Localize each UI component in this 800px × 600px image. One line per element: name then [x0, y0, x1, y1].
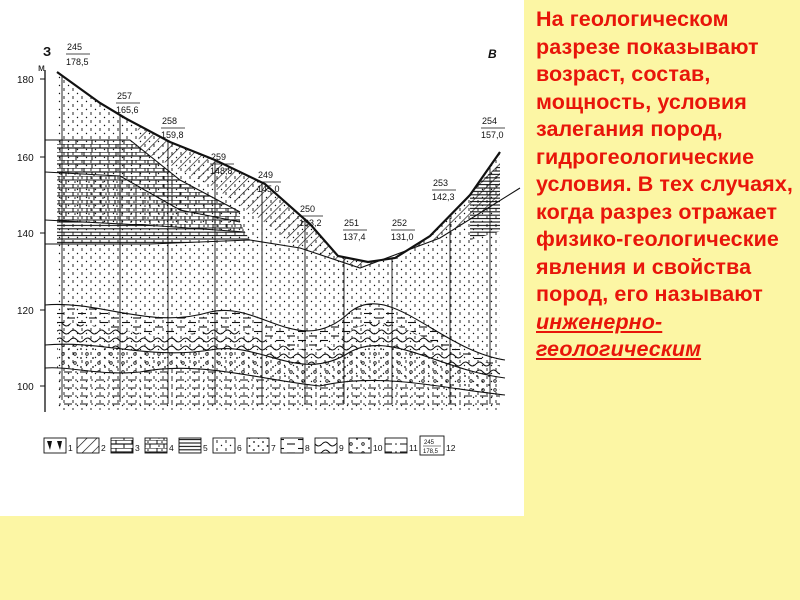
well-label: [66, 42, 90, 67]
description-text: [536, 6, 798, 364]
tick-label: 120: [17, 306, 34, 317]
legend-number: 2: [101, 443, 106, 453]
well-elevation: 178,5: [66, 57, 89, 67]
well-elevation: 142,3: [432, 192, 455, 202]
legend-number: 11: [409, 443, 418, 453]
legend-item: [145, 438, 174, 453]
legend-number: 9: [339, 443, 344, 453]
legend-number: 10: [373, 443, 383, 453]
left-end-label: З: [43, 44, 52, 59]
tick-label: 140: [17, 229, 34, 240]
legend-item: [111, 438, 140, 453]
axis-ticks: [17, 75, 45, 393]
legend-number: 5: [203, 443, 208, 453]
legend-item: [247, 438, 276, 453]
well-number: 259: [211, 152, 227, 162]
well-number: 245: [67, 42, 83, 52]
right-end-label: В: [488, 47, 497, 61]
well-label: [116, 91, 140, 115]
legend-number: 7: [271, 443, 276, 453]
well-label: [391, 218, 415, 242]
well-number: 253: [433, 178, 449, 188]
legend-item: [315, 438, 344, 453]
legend-number: 4: [169, 443, 174, 453]
well-label: [210, 152, 234, 176]
tick-label: 100: [17, 382, 34, 393]
legend-sample-well-elevation: 178,5: [423, 449, 439, 455]
well-elevation: 131,0: [391, 232, 414, 242]
legend-item: [213, 438, 242, 453]
well-number: 250: [300, 204, 316, 214]
legend-item: [179, 438, 208, 453]
legend-number: 8: [305, 443, 310, 453]
well-label: [161, 116, 185, 140]
well-number: 251: [344, 218, 360, 228]
well-elevation: 165,6: [116, 105, 139, 115]
legend-item: [77, 438, 106, 453]
legend-item: [349, 438, 383, 453]
legend-item: [44, 438, 73, 453]
well-elevation: 148,8: [210, 166, 233, 176]
legend-number: 12: [446, 443, 456, 453]
well-number: 249: [258, 170, 274, 180]
well-number: 254: [482, 116, 498, 126]
well-number: 252: [392, 218, 408, 228]
well-label: [481, 116, 505, 140]
well-elevation: 133,2: [299, 218, 322, 228]
tick-label: 160: [17, 153, 34, 164]
legend-number: 6: [237, 443, 242, 453]
well-number: 257: [117, 91, 133, 101]
legend-item: [385, 438, 418, 453]
well-elevation: 157,0: [481, 130, 504, 140]
description-main: На геологическом разрезе показывают возраст, состав, мощность, условия залегания пород, гидрогеологические условия. В тех случаях, когда разрез отражает физико-геологические явления и свойства пород, его называют: [536, 7, 793, 306]
axis-unit: м: [38, 63, 45, 74]
legend-item: [420, 436, 456, 455]
tick-label: 180: [17, 75, 34, 86]
legend: [44, 436, 456, 455]
legend-sample-well-number: 245: [424, 440, 435, 446]
legend-number: 1: [68, 443, 73, 453]
well-elevation: 145,0: [257, 184, 280, 194]
well-elevation: 137,4: [343, 232, 366, 242]
well-elevation: 159,8: [161, 130, 184, 140]
well-label: [432, 178, 456, 202]
well-label: [343, 218, 367, 242]
text-panel: [524, 0, 800, 600]
well-label: [257, 170, 281, 194]
well-label: [299, 204, 323, 228]
well-number: 258: [162, 116, 178, 126]
legend-number: 3: [135, 443, 140, 453]
engineering-geological-term: инженерно-геологическим: [536, 309, 702, 361]
legend-item: [281, 438, 310, 453]
